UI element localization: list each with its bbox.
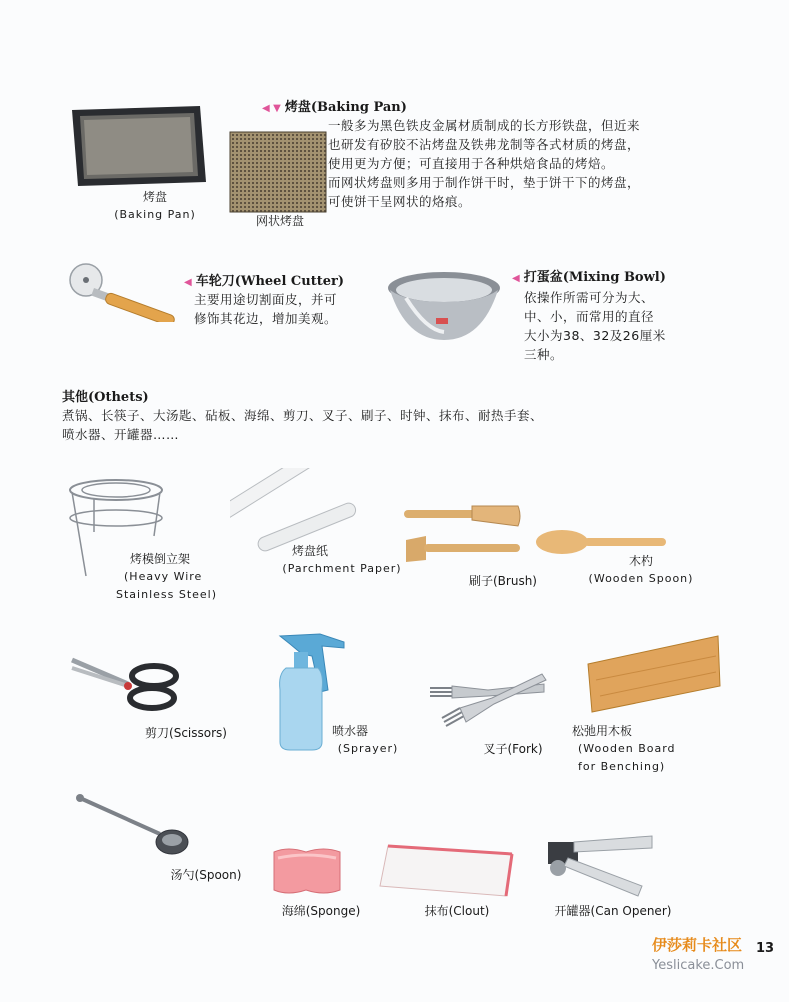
mesh-pan-caption: 网状烤盘	[255, 214, 304, 228]
fork-caption: 叉子(Fork)	[483, 742, 543, 756]
page-number: 13	[756, 941, 775, 956]
mixing-bowl-paragraph: 依操作所需可分为大、 中、小，而常用的直径 大小为38、32及26厘米 三种。	[524, 290, 666, 362]
others-list: 煮锅、长筷子、大汤匙、砧板、海绵、剪刀、叉子、刷子、时钟、抹布、耐热手套、 喷水器、开罐器……	[62, 408, 544, 442]
can-opener-image	[544, 830, 656, 902]
community-watermark: 伊莎莉卡社区	[652, 936, 743, 954]
paper-caption: 烤盘纸 (Parchment Paper)	[282, 544, 402, 575]
ladle-image	[76, 792, 190, 858]
sponge-image	[270, 846, 344, 898]
mesh-pan-image	[228, 130, 328, 214]
site-watermark: Yeslicake.Com	[652, 958, 745, 973]
baking-pan-caption: 烤盘 (Baking Pan)	[114, 190, 196, 221]
rack-caption: 烤模倒立架 (Heavy Wire Stainless Steel)	[116, 552, 218, 601]
scissors-caption: 剪刀(Scissors)	[145, 726, 227, 740]
triangle-arrow-icon: ◀ ▼	[262, 103, 281, 114]
wheel-cutter-image	[64, 262, 188, 322]
triangle-arrow-icon: ◀	[512, 273, 520, 284]
board-caption: 松弛用木板 (Wooden Board for Benching)	[572, 724, 676, 773]
mixing-bowl-image	[386, 268, 502, 344]
forks-image	[428, 668, 548, 732]
wheel-cutter-paragraph: 主要用途切割面皮，并可 修饰其花边，增加美观。	[194, 292, 338, 326]
scissors-image	[68, 654, 186, 712]
spoon-caption: 汤勺(Spoon)	[170, 868, 242, 882]
mixing-bowl-title: ◀ 打蛋盆(Mixing Bowl)	[512, 270, 666, 285]
others-title: 其他(Othets)	[62, 390, 149, 405]
wooden-board-image	[586, 634, 722, 714]
wooden-spoon-caption: 木杓 (Wooden Spoon)	[588, 554, 694, 585]
wheel-cutter-title: ◀ 车轮刀(Wheel Cutter)	[184, 274, 344, 289]
brush-image	[402, 504, 524, 566]
sprayer-caption: 喷水器 (Sprayer)	[332, 724, 399, 755]
opener-caption: 开罐器(Can Opener)	[554, 904, 672, 918]
triangle-arrow-icon: ◀	[184, 277, 192, 288]
sponge-caption: 海绵(Sponge)	[281, 904, 361, 918]
baking-pan-paragraph: 一般多为黑色铁皮金属材质制成的长方形铁盘，但近来 也研发有矽胶不沾烤盘及铁弗龙制等各式材质的烤盘， 使用更为方便；可直接用于各种烘焙食品的烤焙。 而网状烤盘则多用于制作饼干时，垫于饼干下的烤盘， 可使饼干呈网状的烙痕。	[328, 118, 641, 209]
clout-image	[378, 842, 516, 900]
baking-pan-title: ◀ ▼ 烤盘(Baking Pan)	[262, 100, 407, 115]
clout-caption: 抹布(Clout)	[424, 904, 490, 918]
brush-caption: 刷子(Brush)	[469, 574, 537, 588]
baking-pan-image	[68, 104, 208, 190]
